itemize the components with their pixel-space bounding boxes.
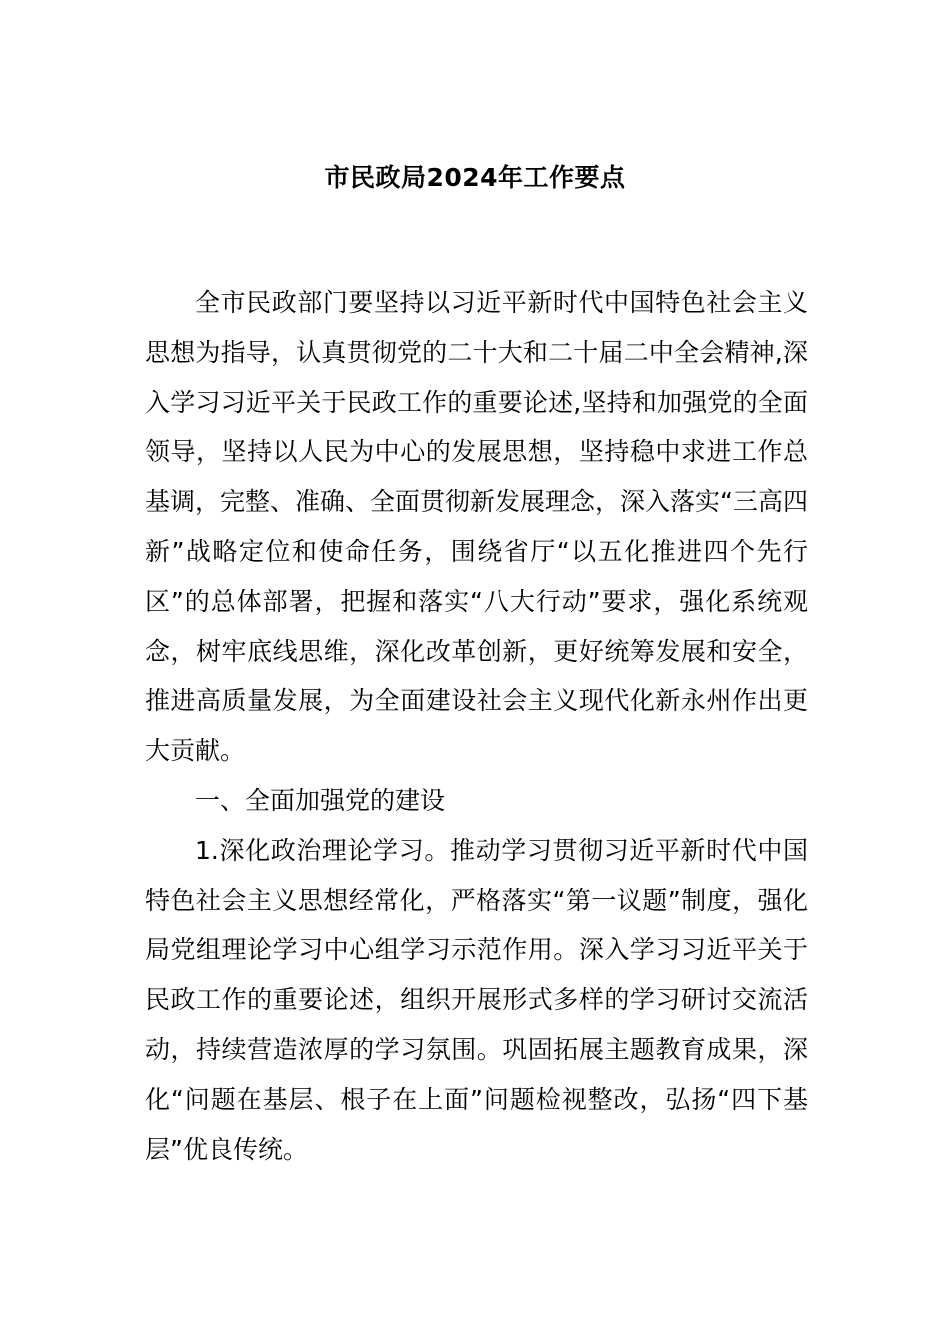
document-title: 市民政局2024年工作要点 <box>324 163 626 192</box>
item-paragraph: 1.深化政治理论学习。推动学习贯彻习近平新时代中国特色社会主义思想经常化，严格落实“第一议题”制度，强化局党组理论学习中心组学习示范作用。深入学习习近平关于民政工作的重要论述，组织开展形式多样的学习研讨交流活动，持续营造浓厚的学习氛围。巩固拓展主题教育成果，深化“问题在基层、根子在上面”问题检视整改，弘扬“四下基层”优良传统。 <box>145 835 808 1164</box>
section-heading: 一、全面加强党的建设 <box>195 785 446 815</box>
document-body <box>145 278 808 1174</box>
intro-paragraph: 全市民政部门要坚持以习近平新时代中国特色社会主义思想为指导，认真贯彻党的二十大和二十届二中全会精神,深入学习习近平关于民政工作的重要论述,坚持和加强党的全面领导，坚持以人民为中心的发展思想，坚持稳中求进工作总基调，完整、准确、全面贯彻新发展理念，深入落实“三高四新”战略定位和使命任务，围绕省厅“以五化推进四个先行区”的总体部署，把握和落实“八大行动”要求，强化系统观念，树牢底线思维，深化改革创新，更好统筹发展和安全，推进高质量发展，为全面建设社会主义现代化新永州作出更大贡献。 <box>145 288 808 766</box>
